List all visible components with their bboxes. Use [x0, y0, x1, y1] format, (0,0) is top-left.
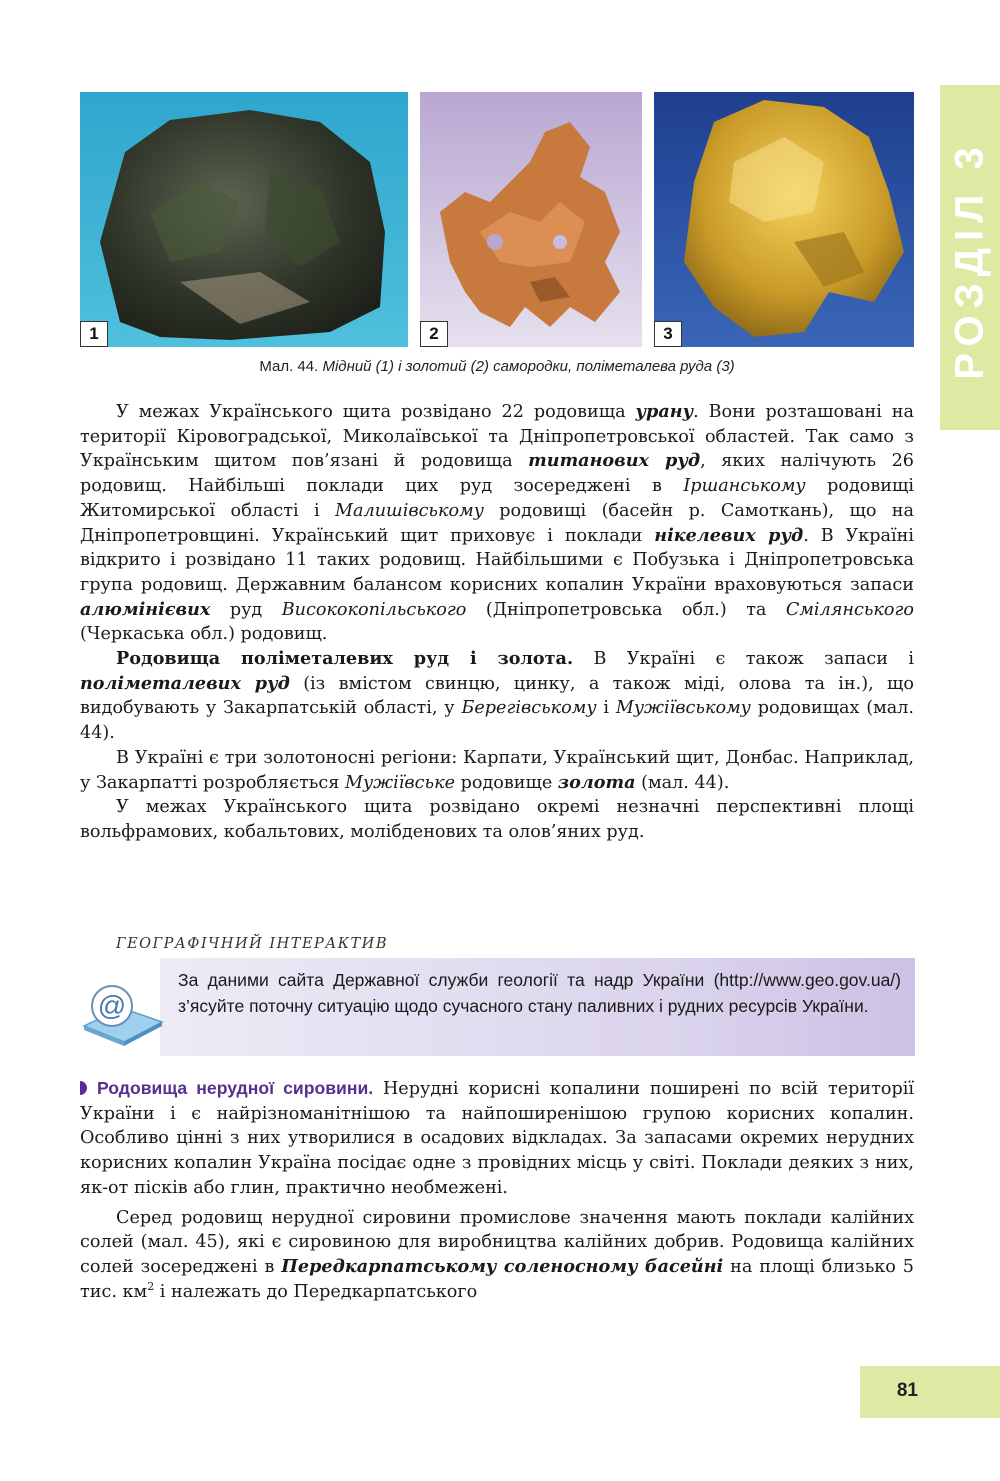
polymetallic-ore-image: [654, 92, 914, 347]
subheading-polymetallic: Родовища поліметалевих руд і золота.: [116, 648, 574, 670]
deposit-smiliansky: Смілянського: [785, 599, 914, 620]
paragraph-potassium: Серед родовищ нерудної сировини промислове значення мають поклади калійних солей (мал. 45), які є сировиною для виробництва калійних добрив. Родовища калійних солей зосереджені в Передкарпатському соленосному басейні на площі близько 5 тис. $км^2$ і належать до Передкарпатського: [80, 1207, 914, 1302]
interactive-heading: ГЕОГРАФІЧНИЙ ІНТЕРАКТИВ: [116, 936, 388, 952]
deposit-irshansky: Іршанському: [683, 476, 806, 497]
paragraph-gold: В Україні є три золотоносні регіони: Карпати, Український щит, Донбас. Наприклад, у Закарпатті розробляється Мужіївське родовище золота (мал. 44).: [80, 747, 914, 793]
photo-number: 2: [420, 321, 448, 347]
page-number-tab: [860, 1366, 1000, 1418]
term-titanium: титанових руд: [528, 450, 701, 472]
deposit-muzhiivske: Мужіївське: [344, 772, 456, 793]
web-at-icon: [78, 978, 166, 1048]
deposit-muzhiivsky: Мужіївському: [615, 698, 751, 719]
term-polymetallic: поліметалевих руд: [80, 672, 290, 694]
deposit-vysokopilsky: Висококопільського: [281, 599, 467, 620]
page-number: 81: [896, 1380, 918, 1401]
interactive-box: [160, 958, 915, 1056]
caption-prefix: Мал. 44.: [259, 358, 319, 375]
gold-nugget-image: [420, 92, 642, 347]
half-circle-bullet-icon: [80, 1081, 87, 1095]
deposit-malyshivsky: Малишівському: [335, 500, 484, 521]
photo-polymetallic-ore: [654, 92, 914, 347]
photo-gold-nugget: [420, 92, 642, 347]
main-text: [80, 400, 914, 845]
section-label: РОЗДІЛ 3: [947, 140, 992, 380]
term-nickel: нікелевих руд: [654, 524, 804, 546]
term-gold: золота: [557, 771, 636, 793]
deposit-berehivsky: Берегівському: [461, 698, 597, 719]
svg-text:@: @: [97, 990, 127, 1021]
photo-number: 3: [654, 321, 682, 347]
figure-caption: [80, 358, 914, 375]
term-uranium: урану: [635, 401, 694, 422]
term-aluminium: алюмінієвих: [80, 598, 211, 620]
caption-text: Мідний (1) і золотий (2) самородки, поліметалева руда (3): [322, 358, 735, 375]
term-precarpathian-basin: Передкарпатському соленосному басейні: [281, 1255, 724, 1277]
paragraph-tungsten: У межах Українського щита розвідано окремі незначні перспективні площі вольфрамових, кобальтових, молібденових та олов’яних руд.: [80, 797, 914, 842]
nonmetal-text: [80, 1076, 914, 1304]
section-tab: [940, 85, 1000, 430]
copper-ore-image: [80, 92, 408, 347]
paragraph-polymetallic: Родовища поліметалевих руд і золота. В Україні є також запаси і поліметалевих руд (із вмістом свинцю, цинку, а також міді, олова та ін.), що видобувають у Закарпатській області, у Берегівському і Мужіївському родовищах (мал. 44).: [80, 648, 915, 744]
interactive-text: За даними сайта Державної служби геології та надр України (http://www.geo.gov.ua/) з’ясуйте поточну ситуацію щодо сучасного стану паливних і рудних ресурсів України.: [178, 970, 901, 1016]
paragraph-nonmetal: Родовища нерудної сировини. Нерудні корисні копалини поширені по всій території України і є найрізноманітнішою та найпоширенішою групою корисних копалин. Особливо цінні з них утворилися в осадових відкладах. За запасами окремих нерудних корисних копалин Україна посідає одне з провідних місць у світі. Поклади деяких з них, як-от пісків або глин, практично необмежені.: [80, 1078, 914, 1198]
photo-copper-nugget: [80, 92, 408, 347]
photo-number: 1: [80, 321, 108, 347]
paragraph-uranium: У межах Українського щита розвідано 22 родовища урану. Вони розташовані на території Кіровоградської, Миколаївської та Дніпропетровської областей. Так само з Українським щитом пов’язані й родовища титанових руд, яких налічують 26 родовищ. Найбільші поклади цих руд зосереджені в Іршанському родовищі Житомирської області і Малишівському родовищі (басейн р. Самоткань), що на Дніпропетровщині. Український щит приховує і поклади нікелевих руд. В Україні відкрито і розвідано 11 таких родовищ. Найбільшими є Побузька і Дніпропетровська група родовищ. Державним балансом корисних копалин України враховуються запаси алюмінієвих руд Висококопільського (Дніпропетровська обл.) та Смілянського (Черкаська обл.) родовищ.: [80, 401, 915, 645]
section-heading-nonmetal: Родовища нерудної сировини.: [97, 1078, 374, 1098]
